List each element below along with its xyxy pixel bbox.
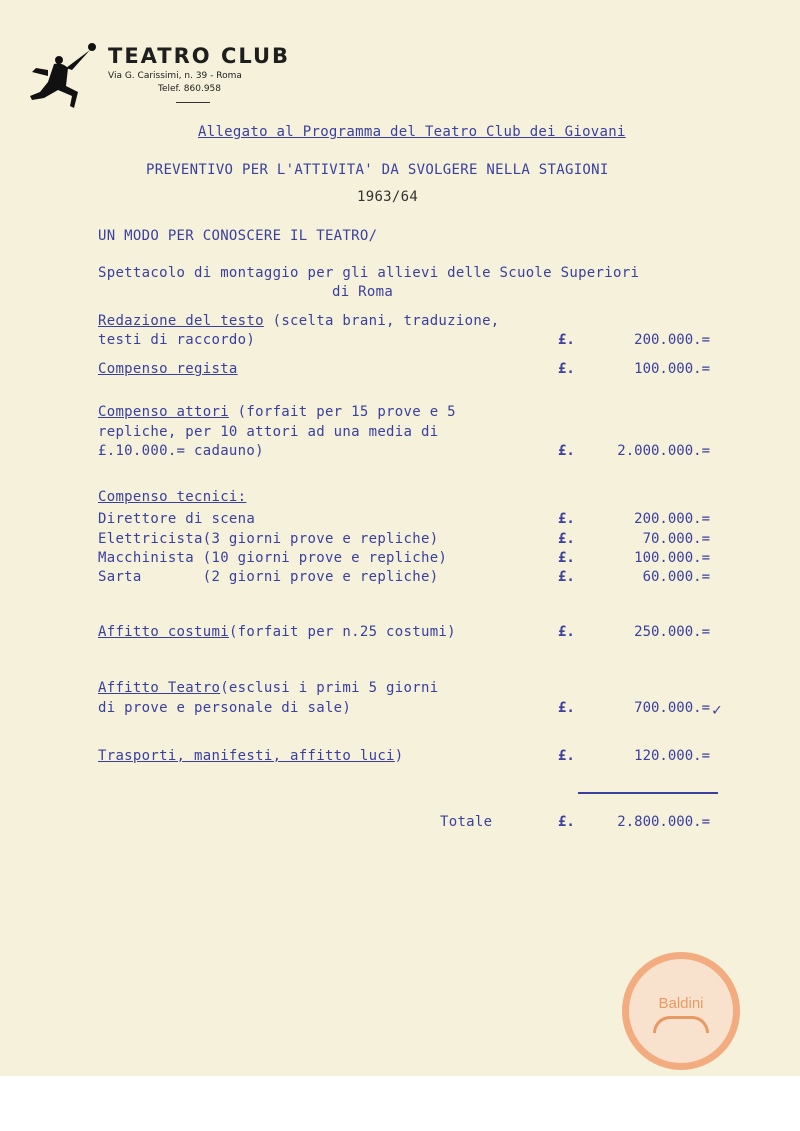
currency: £.: [558, 361, 575, 377]
item-trasporti: [98, 748, 404, 764]
item-amount: 700.000.=: [634, 700, 710, 716]
intro-line: Spettacolo di montaggio per gli allievi delle Scuole Superiori: [98, 265, 640, 281]
item-detail: testi di raccordo): [98, 332, 256, 348]
currency: £.: [558, 443, 575, 459]
item-label: Compenso attori: [98, 404, 229, 420]
currency: £.: [558, 748, 575, 764]
currency: £.: [558, 700, 575, 716]
intro-line: di Roma: [332, 284, 394, 300]
item-direttore: Direttore di scena: [98, 511, 256, 527]
item-detail: (forfait per n.25 costumi): [228, 624, 456, 640]
currency: £.: [558, 569, 575, 585]
total-label: Totale: [440, 814, 493, 830]
letterhead-name: TEATRO CLUB: [108, 44, 291, 68]
item-tecnici: Compenso tecnici:: [98, 489, 247, 505]
letterhead-address: Via G. Carissimi, n. 39 - Roma: [108, 71, 242, 81]
item-detail: (esclusi i primi 5 giorni: [220, 680, 439, 696]
item-macchinista: Macchinista (10 giorni prove e repliche): [98, 550, 448, 566]
item-detail: (scelta brani, traduzione,: [263, 313, 500, 329]
item-amount: 100.000.=: [634, 550, 710, 566]
item-label: Redazione del testo: [98, 313, 264, 329]
item-amount: 2.000.000.=: [617, 443, 710, 459]
stamp-text: Baldini: [658, 995, 704, 1012]
letterhead-rule: [176, 102, 210, 103]
total-rule: [578, 792, 718, 794]
item-amount: 60.000.=: [642, 569, 710, 585]
item-label: Affitto Teatro: [98, 680, 221, 696]
item-detail: di prove e personale di sale): [98, 700, 352, 716]
item-detail: ): [394, 748, 404, 764]
item-detail: repliche, per 10 attori ad una media di: [98, 424, 439, 440]
item-amount: 250.000.=: [634, 624, 710, 640]
baldini-stamp-logo: [622, 952, 740, 1070]
currency: £.: [558, 511, 575, 527]
check-mark-icon: ✓: [712, 700, 722, 719]
currency: £.: [558, 550, 575, 566]
item-attori: [98, 404, 456, 420]
item-costumi: [98, 624, 456, 640]
item-amount: 70.000.=: [642, 531, 710, 547]
season: 1963/64: [357, 189, 419, 205]
currency: £.: [558, 624, 575, 640]
item-amount: 120.000.=: [634, 748, 710, 764]
item-amount: 200.000.=: [634, 511, 710, 527]
document-subtitle: PREVENTIVO PER L'ATTIVITA' DA SVOLGERE NELLA STAGIONI: [146, 162, 609, 178]
item-amount: 100.000.=: [634, 361, 710, 377]
item-elettricista: Elettricista(3 giorni prove e repliche): [98, 531, 439, 547]
letterhead-phone: Telef. 860.958: [158, 84, 221, 94]
total-amount: 2.800.000.=: [617, 814, 710, 830]
currency: £.: [558, 814, 575, 830]
item-detail: £.10.000.= cadauno): [98, 443, 264, 459]
currency: £.: [558, 332, 575, 348]
item-teatro: [98, 680, 438, 696]
item-detail: (forfait per 15 prove e 5: [228, 404, 456, 420]
teatro-club-logo-icon: [26, 42, 98, 112]
document-title: Allegato al Programma del Teatro Club dei Giovani: [198, 124, 626, 140]
item-label: Affitto costumi: [98, 624, 229, 640]
item-amount: 200.000.=: [634, 332, 710, 348]
item-regista: Compenso regista: [98, 361, 238, 377]
item-redazione: [98, 313, 500, 329]
section-heading: UN MODO PER CONOSCERE IL TEATRO/: [98, 228, 378, 244]
item-label: Trasporti, manifesti, affitto luci: [98, 748, 395, 764]
currency: £.: [558, 531, 575, 547]
item-sarta: Sarta (2 giorni prove e repliche): [98, 569, 439, 585]
